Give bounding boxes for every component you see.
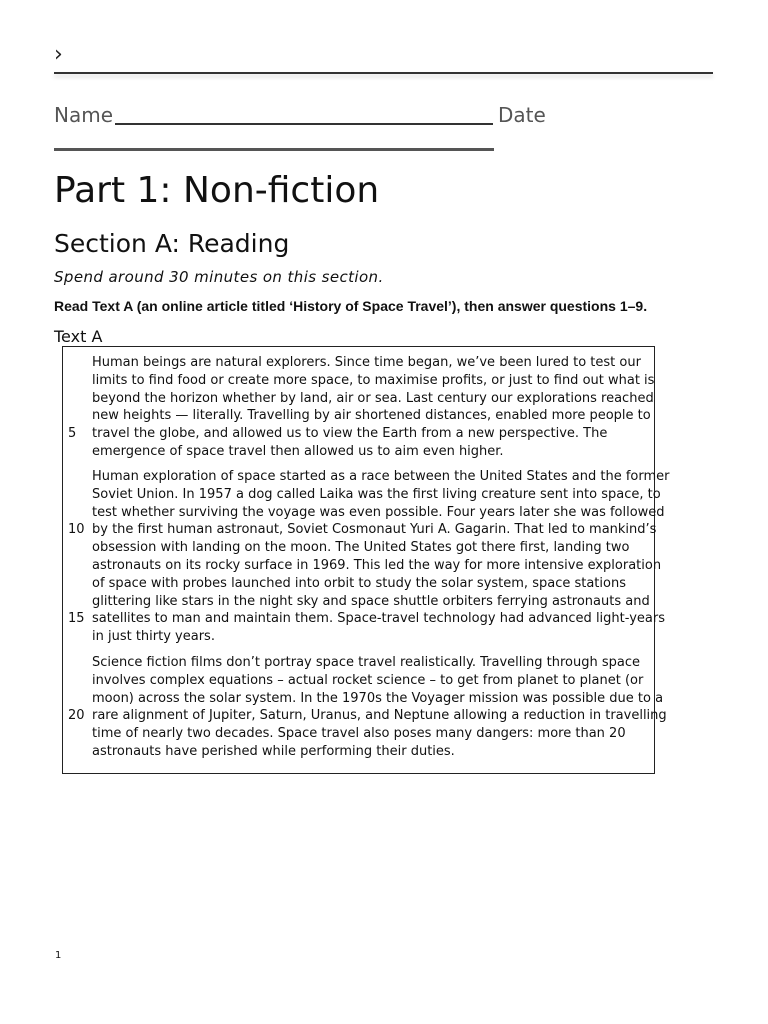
article-line: by the first human astronaut, Soviet Cosmonaut Yuri A. Gagarin. That led to mankind’s [92,522,657,538]
article-paragraph-1 [92,354,655,461]
article-line: time of nearly two decades. Space travel also poses many dangers: more than 20 [92,726,626,742]
article-line: Science fiction films don’t portray space travel realistically. Travelling through space [92,655,640,670]
article-line: new heights — literally. Travelling by air shortened distances, enabled more people to [92,408,651,424]
article-line: moon) across the solar system. In the 1970s the Voyager mission was possible due to a [92,690,664,706]
date-label: Date [498,103,546,127]
article-line: Soviet Union. In 1957 a dog called Laika was the first living creature sent into space, to [92,486,661,502]
chevron-right-icon[interactable]: › [54,42,63,67]
article-line: astronauts on its rocky surface in 1969. This led the way for more intensive exploration [92,557,662,573]
article-line: astronauts have perished while performing their duties. [92,743,455,759]
line-number: 20 [68,708,85,723]
article-line: test whether surviving the voyage was even possible. Four years later she was followed [92,504,665,520]
date-field-line [54,148,494,151]
article-line: rare alignment of Jupiter, Saturn, Uranus, and Neptune allowing a reduction in travelling [92,708,667,724]
article-line: in just thirty years. [92,629,215,645]
section-title: Section A: Reading [54,229,290,258]
article-line: travel the globe, and allowed us to view the Earth from a new perspective. The [92,426,608,442]
article-line: Human exploration of space started as a race between the United States and the former [92,469,670,484]
name-label: Name [54,103,114,127]
time-instruction: Spend around 30 minutes on this section. [54,268,384,286]
line-number: 10 [68,522,85,537]
part-title: Part 1: Non-fiction [54,170,380,211]
article-line: limits to find food or create more space, to maximise profits, or just to find out what is [92,372,655,388]
article-line: of space with probes launched into orbit to study the solar system, space stations [92,575,626,591]
article-line: involves complex equations – actual rocket science – to get from planet to planet (or [92,672,644,688]
task-instruction: Read Text A (an online article titled ‘History of Space Travel’), then answer questions 1–9. [54,298,648,314]
name-field-line [115,123,493,125]
line-number: 5 [68,426,77,441]
article-line: glittering like stars in the night sky and space shuttle orbiters ferrying astronauts and [92,593,650,609]
text-label: Text A [54,327,103,346]
page-number: 1 [55,950,62,961]
article-line: beyond the horizon whether by land, air or sea. Last century our explorations reached [92,390,654,406]
article-paragraph-2 [92,468,670,646]
article-line: satellites to man and maintain them. Space-travel technology had advanced light-years [92,611,665,627]
line-number: 15 [68,611,85,626]
article-line: Human beings are natural explorers. Since time began, we’ve been lured to test our [92,355,641,370]
article-line: obsession with landing on the moon. The United States got there first, landing two [92,540,630,556]
header-rule [54,72,713,74]
article-paragraph-3 [92,654,667,761]
article-line: emergence of space travel then allowed us to aim even higher. [92,443,504,459]
